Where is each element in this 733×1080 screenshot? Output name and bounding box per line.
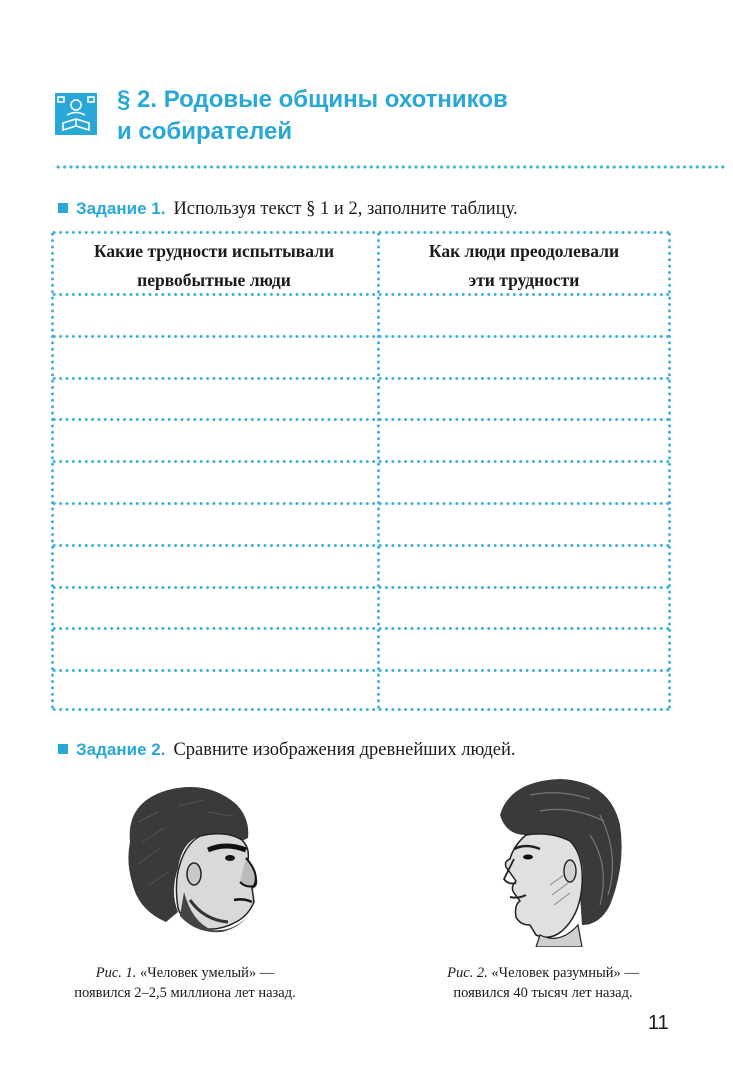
figure-2-label: Рис. 2. (447, 965, 488, 981)
figure-2-title: «Человек разумный» — (491, 965, 639, 981)
task-2-text: Сравните изображения древнейших людей. (173, 740, 516, 760)
task-1 (58, 199, 518, 220)
square-bullet-icon (58, 203, 68, 213)
figure-1-caption (50, 963, 320, 1003)
table-row-line (51, 544, 671, 547)
table-row-line (51, 627, 671, 630)
title-line-1: § 2. Родовые общины охотников (117, 86, 508, 113)
figure-2-caption (418, 963, 668, 1003)
task-2-label: Задание 2. (76, 740, 166, 759)
table-row-line (51, 460, 671, 463)
table-row-line (51, 418, 671, 421)
homo-habilis-illustration (108, 782, 280, 942)
fill-in-table (51, 231, 671, 711)
figure-1-label: Рис. 1. (95, 965, 137, 981)
table-row-line (51, 502, 671, 505)
figure-1-title: «Человек умелый» — (140, 965, 275, 981)
task-2 (58, 740, 516, 761)
page-number: 11 (648, 1012, 669, 1034)
table-row-line (51, 708, 671, 711)
table-row-line (51, 377, 671, 380)
figure-2-description: появился 40 тысяч лет назад. (453, 985, 633, 1001)
table-row-line (51, 669, 671, 672)
task-1-label: Задание 1. (76, 199, 166, 218)
table-header-difficulties (59, 237, 369, 295)
title-line-2: и собирателей (117, 118, 293, 145)
table-header-line: эти трудности (468, 270, 580, 290)
task-1-text: Используя текст § 1 и 2, заполните таблицу. (173, 199, 518, 219)
header-divider (55, 165, 727, 169)
book-reader-icon (55, 93, 97, 135)
table-row-line (51, 335, 671, 338)
table-header-line: Как люди преодолевали (428, 241, 620, 261)
table-border-left (51, 231, 54, 711)
table-row-line (51, 586, 671, 589)
table-border-right (668, 231, 671, 711)
table-column-divider (377, 231, 380, 711)
table-header-divider (51, 293, 671, 296)
square-bullet-icon (58, 744, 68, 754)
page-title (117, 84, 677, 148)
table-header-line: первобытные люди (137, 270, 291, 290)
figure-1-description: появился 2–2,5 миллиона лет назад. (74, 985, 296, 1001)
table-border-top (51, 231, 671, 234)
homo-sapiens-illustration (470, 775, 630, 947)
table-header-line: Какие трудности испытывали (93, 241, 335, 261)
table-header-solutions (369, 237, 679, 295)
